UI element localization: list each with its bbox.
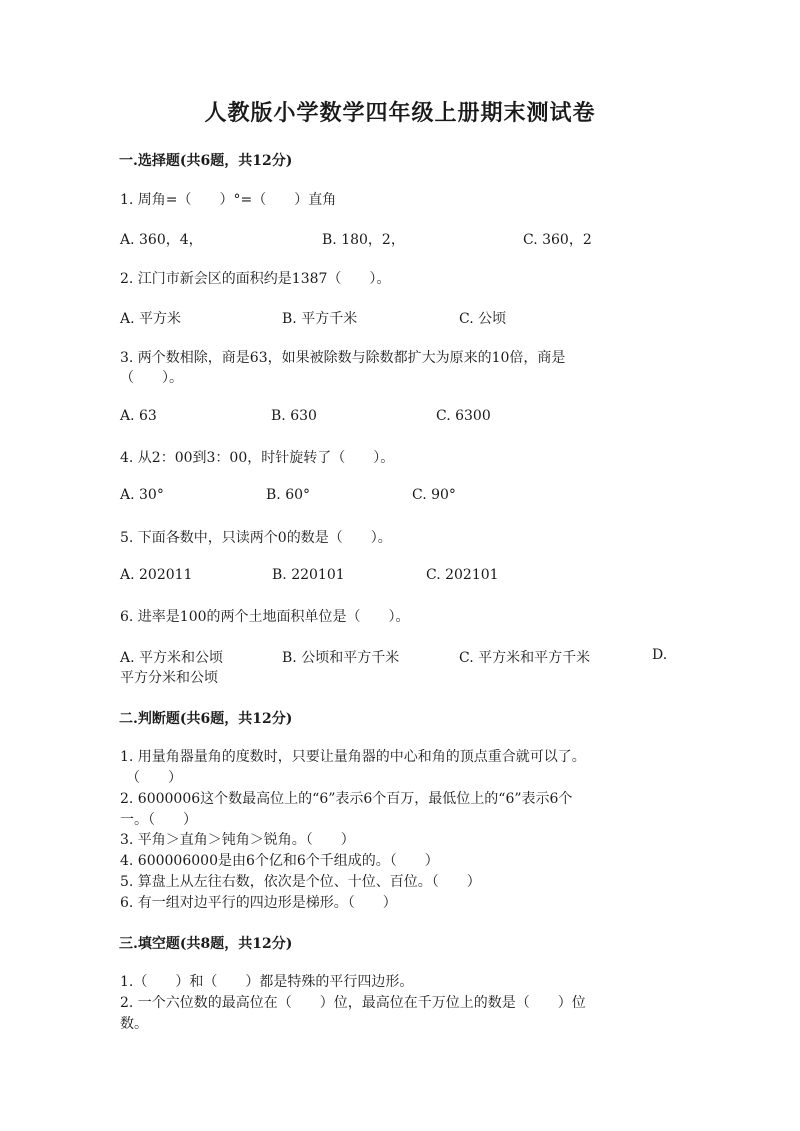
option-c: C. 360，2 — [523, 232, 592, 248]
option-a: A. 202011 — [120, 567, 193, 583]
question-text-continued: （ ）。 — [120, 370, 183, 386]
option-c: C. 平方米和平方千米 — [459, 650, 591, 666]
option-b: B. 平方千米 — [282, 311, 358, 327]
option-c: C. 202101 — [426, 567, 499, 583]
statement-line: 2. 6000006这个数最高位上的“6”表示6个百万，最低位上的“6”表示6个 — [120, 791, 573, 807]
option-b: B. 公顷和平方千米 — [282, 650, 400, 666]
statement-line: 一。（ ） — [120, 812, 197, 828]
section-heading-judgement: 二.判断题(共6题，共12分) — [119, 711, 293, 727]
question-text: 6. 进率是100的两个土地面积单位是（ ）。 — [120, 609, 410, 625]
question-text: 3. 两个数相除，商是63，如果被除数与除数都扩大为原来的10倍，商是 — [120, 350, 566, 366]
statement-line: 6. 有一组对边平行的四边形是梯形。（ ） — [120, 895, 397, 911]
option-c: C. 6300 — [436, 408, 491, 424]
question-text: 2. 江门市新会区的面积约是1387（ ）。 — [120, 271, 391, 287]
statement-line: 1. 用量角器量角的度数时，只要让量角器的中心和角的顶点重合就可以了。 — [120, 749, 586, 765]
option-a: A. 360，4， — [120, 232, 203, 248]
option-b: B. 60° — [266, 487, 311, 503]
statement-line: 5. 算盘上从左往右数，依次是个位、十位、百位。（ ） — [120, 874, 481, 890]
fill-line: 1.（ ）和（ ）都是特殊的平行四边形。 — [120, 974, 414, 990]
statement-line: 4. 600006000是由6个亿和6个千组成的。（ ） — [120, 853, 439, 869]
option-b: B. 220101 — [272, 567, 345, 583]
section-heading-fill: 三.填空题(共8题，共12分) — [119, 936, 293, 952]
fill-line: 数。 — [120, 1016, 148, 1032]
statement-line: 3. 平角＞直角＞钝角＞锐角。（ ） — [120, 832, 355, 848]
option-a: A. 63 — [120, 408, 157, 424]
option-c: C. 公顷 — [459, 311, 507, 327]
statement-line: （ ） — [126, 770, 182, 786]
option-a: A. 平方米 — [120, 311, 182, 327]
option-a: A. 平方米和公顷 — [120, 650, 224, 666]
option-c: C. 90° — [412, 487, 456, 503]
page-title: 人教版小学数学四年级上册期末测试卷 — [204, 100, 596, 126]
option-a: A. 30° — [120, 487, 164, 503]
option-b: B. 630 — [271, 408, 317, 424]
option-b: B. 180，2， — [322, 232, 405, 248]
question-text: 4. 从2：00到3：00，时针旋转了（ ）。 — [120, 450, 395, 466]
option-d-continued: 平方分米和公顷 — [120, 670, 218, 686]
option-d: D. — [652, 647, 668, 663]
fill-line: 2. 一个六位数的最高位在（ ）位，最高位在千万位上的数是（ ）位 — [120, 995, 586, 1011]
question-text: 5. 下面各数中，只读两个0的数是（ ）。 — [120, 530, 392, 546]
question-text: 1. 周角=（ ）°=（ ）直角 — [120, 192, 337, 208]
section-heading-choice: 一.选择题(共6题，共12分) — [119, 153, 293, 169]
